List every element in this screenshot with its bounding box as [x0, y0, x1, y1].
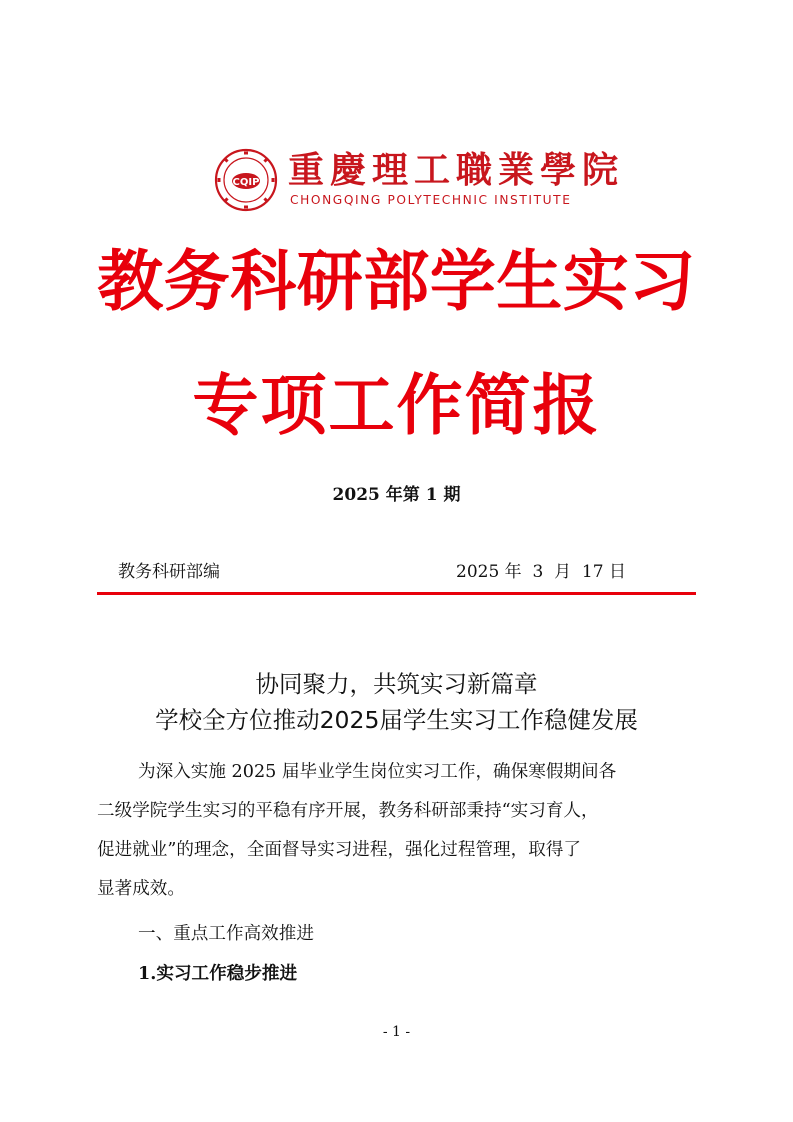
- paragraph-line: 促进就业”的理念，全面督导实习进程，强化过程管理，取得了: [97, 840, 582, 860]
- paragraph-line: 显著成效。: [97, 879, 185, 899]
- school-seal-icon: [214, 148, 278, 212]
- page-number: - 1 -: [382, 1024, 411, 1040]
- school-name-en: CHONGQING POLYTECHNIC INSTITUTE: [290, 193, 572, 207]
- paragraph-line: 二级学院学生实习的平稳有序开展，教务科研部秉持“实习育人，: [97, 801, 599, 821]
- red-divider: [97, 592, 696, 595]
- issue-number: 2025 年第 1 期: [332, 485, 461, 505]
- article-headline-main: 协同聚力，共筑实习新篇章: [255, 670, 538, 698]
- logo-text: CQIP: [232, 177, 260, 188]
- section-heading: 一、重点工作高效推进: [138, 924, 314, 944]
- masthead-title-line2: 专项工作简报: [192, 367, 601, 444]
- subsection-heading: 1.实习工作稳步推进: [138, 963, 298, 984]
- school-name-cn: 重慶理工職業學院: [288, 149, 625, 191]
- masthead-title-line1: 教务科研部学生实习: [97, 243, 696, 320]
- editor-department: 教务科研部编: [118, 562, 220, 582]
- paragraph-line: 为深入实施 2025 届毕业学生岗位实习工作，确保寒假期间各: [138, 762, 617, 782]
- issue-date: 2025 年 3 月 17 日: [456, 562, 626, 582]
- article-headline-sub: 学校全方位推动2025届学生实习工作稳健发展: [155, 706, 638, 734]
